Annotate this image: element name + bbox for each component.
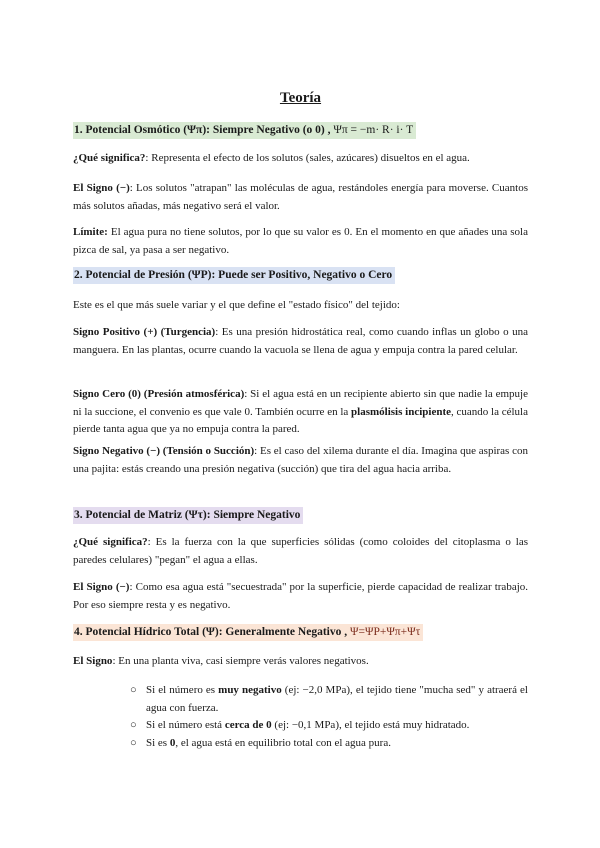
list-item-text-c: , el agua está en equilibrio total con el agua pura. [175,736,391,749]
s4-sign-label: El Signo [73,655,113,667]
bullet-circle-icon: ○ [130,736,137,749]
s2-intro-paragraph: Este es el que más suele variar y el que define el "estado físico" del tejido: [73,299,400,311]
list-item [130,682,528,717]
s2-negative-label: Signo Negativo (−) (Tensión o Succión) [73,445,255,457]
s4-sign-text: : En una planta viva, casi siempre verás valores negativos. [112,655,369,667]
list-item-text-a: Si el número está [146,719,225,731]
bullet-circle-icon: ○ [130,719,137,731]
section-4-heading-text: 4. Potencial Hídrico Total (Ψ): Generalmente Negativo , [74,626,348,638]
list-item-text-c: (ej: −0,1 MPa), el tejido está muy hidratado. [271,719,470,731]
s2-positive-text: : Es una presión hidrostática real, como cuando inflas un globo o una manguera. En las plantas, ocurre cuando la vacuola se llena de agua y empuja contra la pared celular. [73,326,528,356]
section-3-heading: 3. Potencial de Matriz (Ψτ): Siempre Negativo [73,507,303,524]
list-item-text-c: (ej: −2,0 MPa), el tejido tiene "mucha sed" y atraerá el agua con fuerza. [146,684,528,714]
s2-zero-bold: plasmólisis incipiente [351,405,451,418]
s2-zero-text-b: , cuando la célula pierde tanta agua que ya no empuja contra la pared. [73,405,528,435]
s1-sign-text: : Los solutos "atrapan" las moléculas de agua, restándoles energía para moverse. Cuantos más solutos añadas, más negativo será el valor. [73,182,528,212]
s4-sign-paragraph [73,653,528,671]
section-2-heading: 2. Potencial de Presión (ΨP): Puede ser Positivo, Negativo o Cero [73,267,395,284]
section-4-heading [73,624,423,641]
section-1-heading-text: 1. Potencial Osmótico (Ψπ): Siempre Negativo (o 0) , [74,124,331,136]
s3-meaning-label: ¿Qué significa? [73,536,148,548]
s2-zero-text-a: : Si el agua está en un recipiente abierto sin que nadie la empuje ni la succione, el convenio es que vale 0. También ocurre en la [73,388,528,418]
s3-sign-paragraph [73,579,528,614]
list-item-text-a: Si es [146,736,170,749]
s1-meaning-label: ¿Qué significa? [73,152,146,164]
s4-bullet-list [130,682,528,752]
s2-negative-paragraph [73,443,528,478]
list-item-bold: cerca de 0 [224,719,272,731]
section-1-heading [73,122,416,139]
page-title: Teoría [279,90,322,106]
s2-positive-label: Signo Positivo (+) (Turgencia) [73,326,216,338]
s3-sign-text: : Como esa agua está "secuestrada" por la superficie, pierde capacidad de realizar trabajo. Por eso siempre resta y es negativo. [73,581,529,611]
list-item-bold: 0 [169,736,176,749]
list-item [130,735,528,753]
s3-sign-label: El Signo (−) [73,581,130,593]
s3-meaning-paragraph [73,534,528,569]
water-potential-formula: Ψ=ΨP+Ψπ+Ψτ [349,626,421,638]
s1-sign-label: El Signo (−) [73,182,130,194]
s1-meaning-text: : Representa el efecto de los solutos (sales, azúcares) disueltos en el agua. [145,152,470,164]
s1-sign-paragraph [73,180,528,215]
list-item [130,717,528,735]
s2-zero-label: Signo Cero (0) (Presión atmosférica) [73,388,245,400]
s1-limit-paragraph [73,224,528,259]
list-item-text-a: Si el número es [146,684,219,696]
s1-meaning-paragraph [73,150,528,168]
s3-meaning-text: : Es la fuerza con la que superficies sólidas (como coloides del citoplasma o las paredes celulares) "pegan" el agua a ellas. [73,536,529,566]
s1-limit-label: Límite: [73,226,108,238]
s1-limit-text: El agua pura no tiene solutos, por lo que su valor es 0. En el momento en que añades una sola pizca de sal, ya pasa a ser negativo. [73,226,528,256]
s2-positive-paragraph [73,324,528,359]
list-item-bold: muy negativo [218,684,282,696]
s2-negative-text: : Es el caso del xilema durante el día. Imagina que aspiras con una pajita: estás creando una presión negativa (succión) que tira del agua hacia arriba. [73,445,528,475]
s2-zero-paragraph [73,386,528,439]
bullet-circle-icon: ○ [130,684,137,696]
osmotic-formula: Ψπ = −m· R· i· T [333,124,414,136]
